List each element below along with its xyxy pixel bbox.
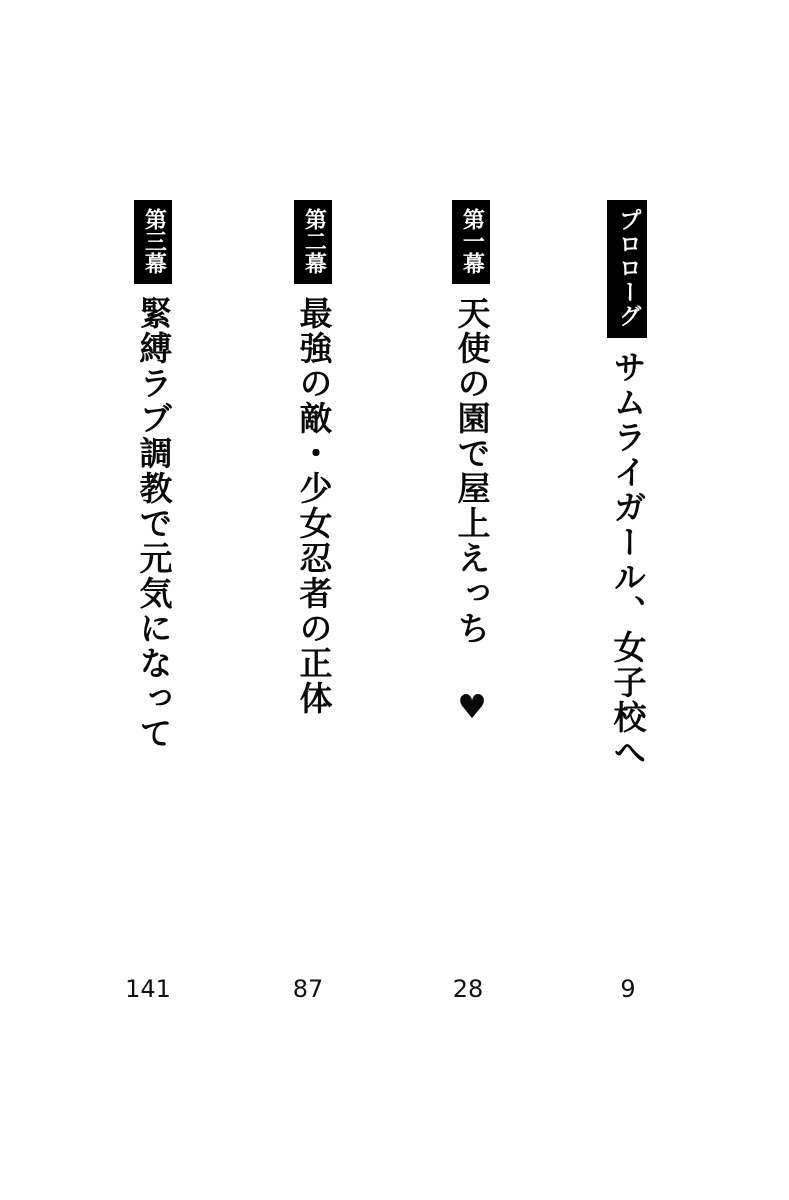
toc-entry	[282, 200, 344, 1060]
toc-entry	[440, 200, 502, 1060]
toc-entry-title: 緊縛ラブ調教で元気になって	[134, 296, 174, 751]
toc-entry-title: 最強の敵・少女忍者の正体	[294, 296, 334, 716]
toc-page-number: 141	[125, 975, 171, 1003]
toc-entry	[122, 200, 184, 1060]
toc-page-number: 87	[292, 975, 324, 1003]
toc-entry-label: 第一幕	[452, 200, 491, 284]
toc-entry-title: 天使の園で屋上えっち ♥	[452, 296, 492, 728]
toc-entry-label: 第二幕	[294, 200, 333, 284]
toc-entry	[596, 200, 658, 1060]
toc-entry-label: プロローグ	[607, 200, 647, 338]
toc-entry-title: サムライガール、女子校へ	[608, 350, 648, 770]
toc-page-number: 9	[620, 975, 636, 1003]
toc-entry-label: 第三幕	[134, 200, 173, 284]
toc-page-number: 28	[452, 975, 484, 1003]
